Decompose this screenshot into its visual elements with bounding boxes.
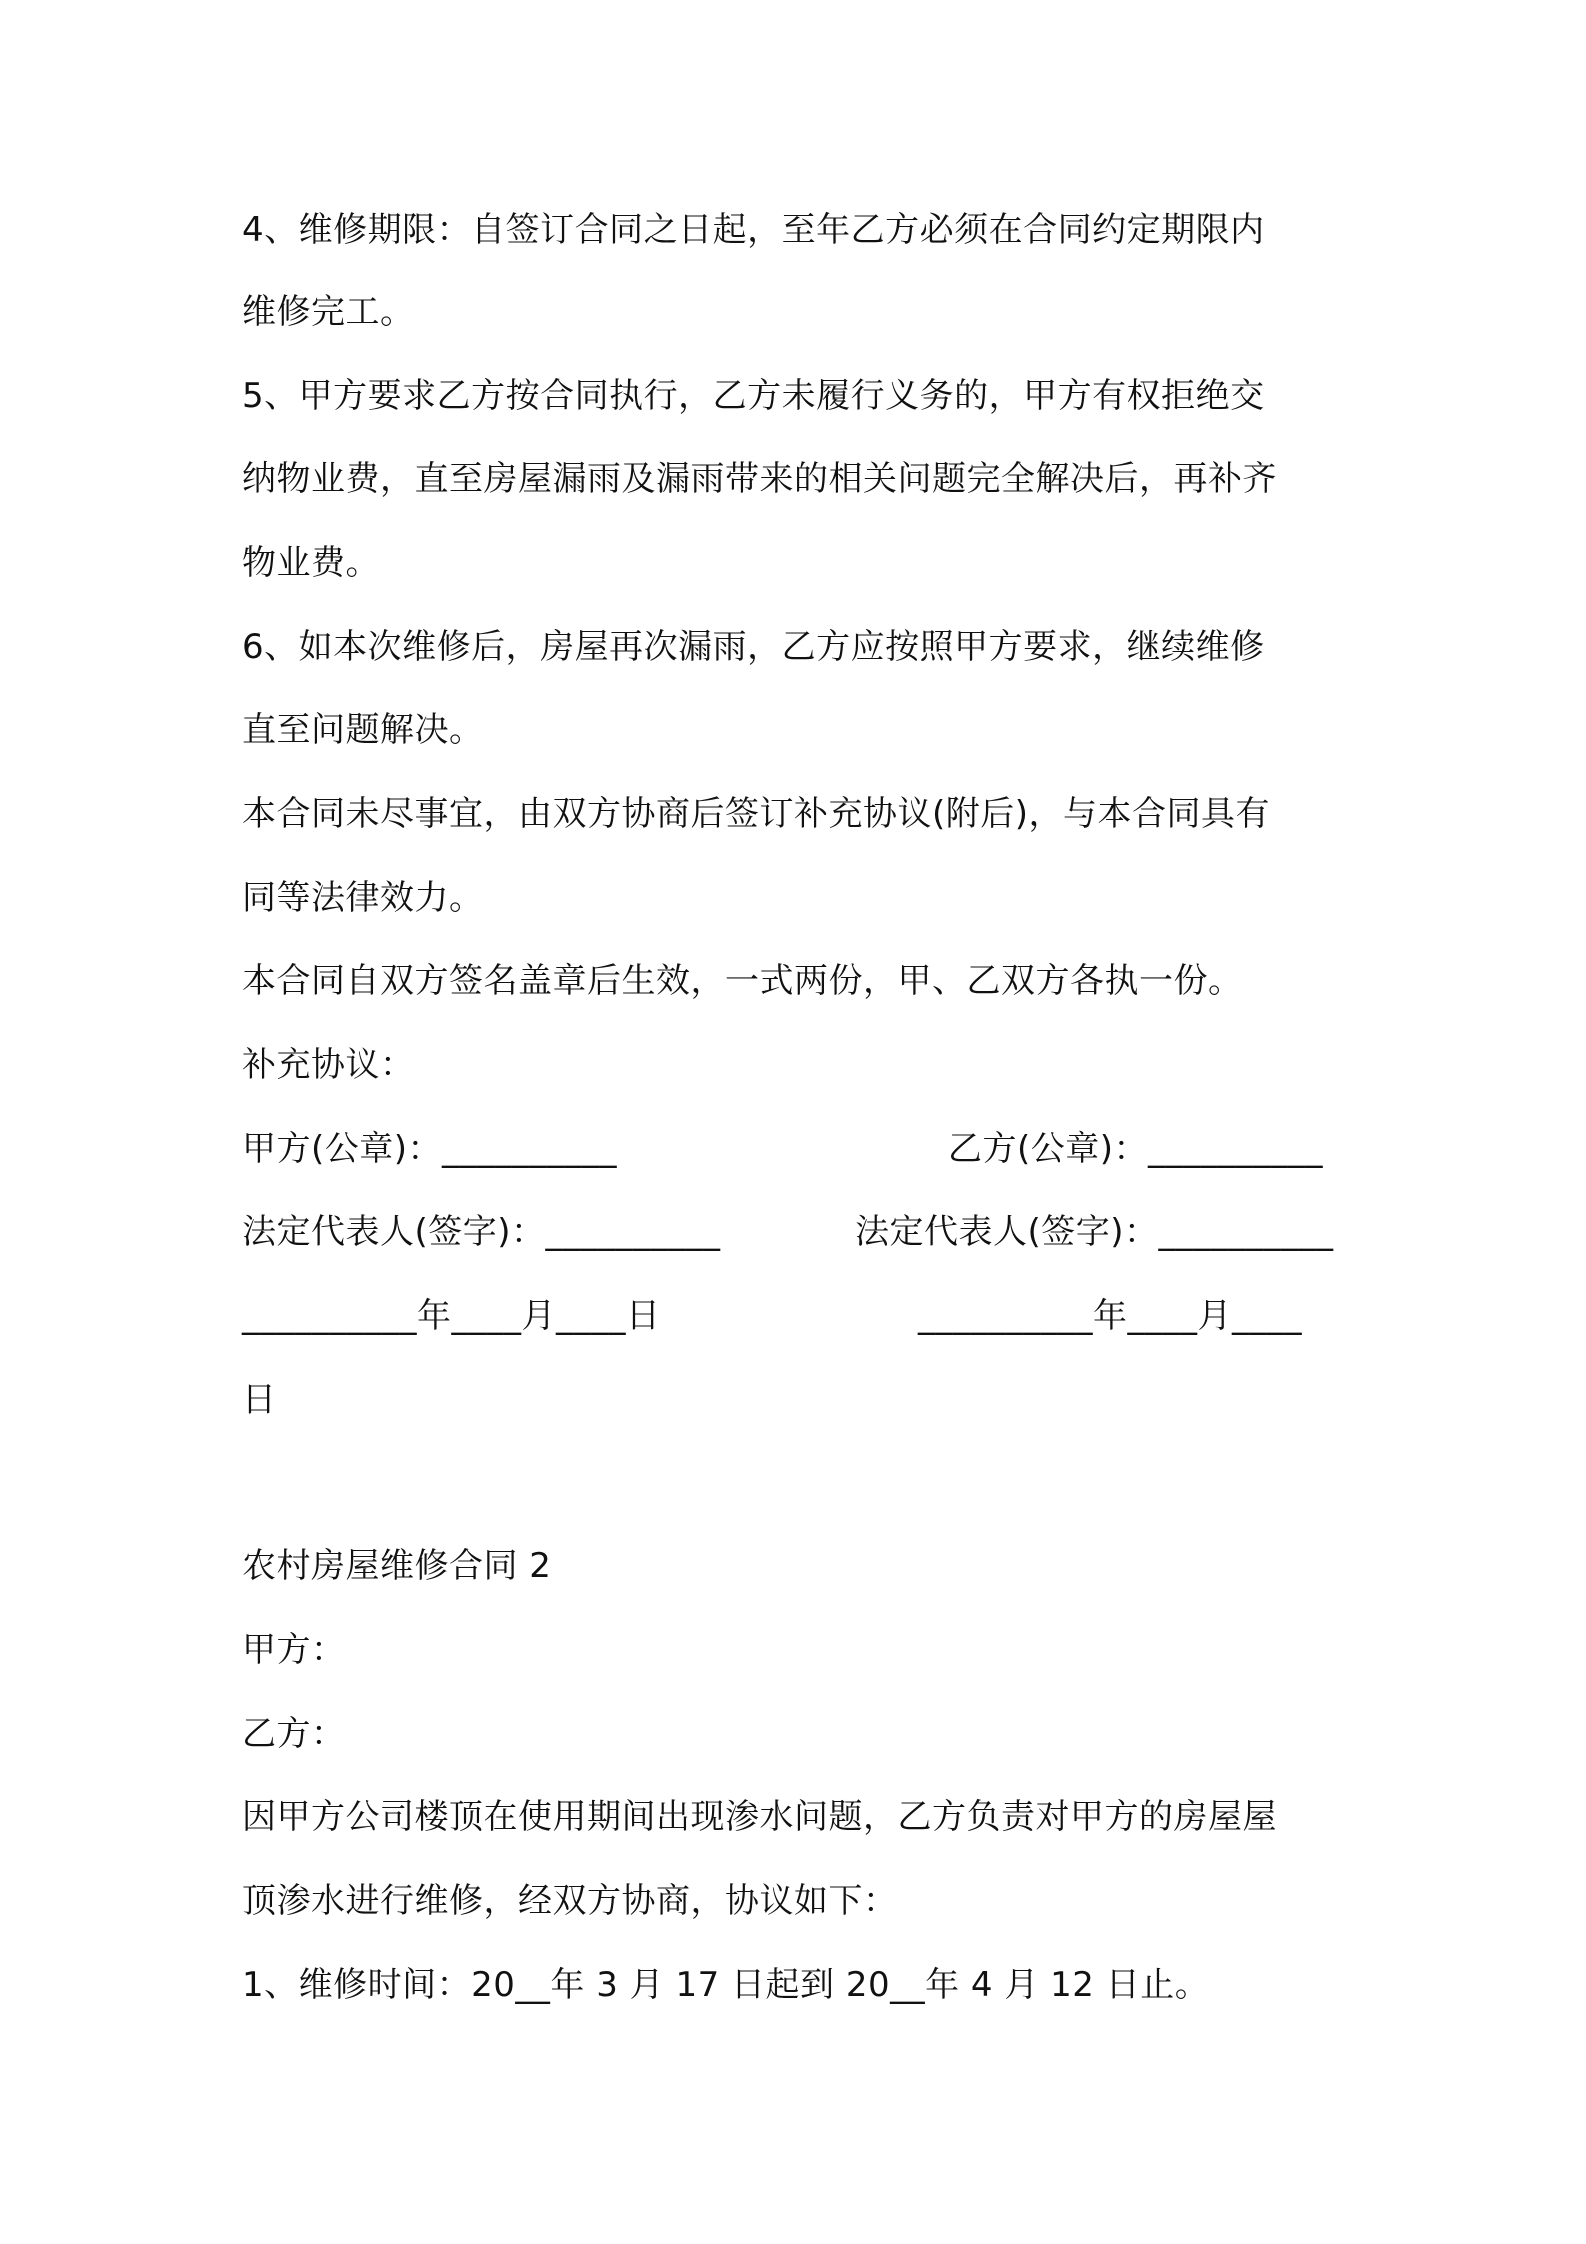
party-b-date: __________年____月____ — [918, 1296, 1302, 1336]
party-a-date: __________年____月____日 — [242, 1296, 661, 1336]
clause-supplementary-line-1: 本合同未尽事宜，由双方协商后签订补充协议(附后)，与本合同具有 — [242, 794, 1271, 834]
clause-supplementary-line-2: 同等法律效力。 — [242, 878, 484, 918]
party-a-representative: 法定代表人(签字)：__________ — [242, 1212, 721, 1252]
item-6-line-2: 直至问题解决。 — [242, 710, 484, 750]
item-4-line-2: 维修完工。 — [242, 292, 415, 332]
item-5-line-3: 物业费。 — [242, 543, 380, 583]
party-a-seal: 甲方(公章)：__________ — [242, 1129, 618, 1169]
party-b-date-tail: 日 — [242, 1380, 277, 1420]
supplement-heading: 补充协议： — [242, 1045, 415, 1085]
item-5-line-1: 5、甲方要求乙方按合同执行，乙方未履行义务的，甲方有权拒绝交 — [242, 376, 1265, 416]
clause-effective: 本合同自双方签名盖章后生效，一式两份，甲、乙双方各执一份。 — [242, 961, 1243, 1001]
party-b-representative: 法定代表人(签字)：__________ — [855, 1212, 1334, 1252]
section-2-intro-line-1: 因甲方公司楼顶在使用期间出现渗水问题，乙方负责对甲方的房屋屋 — [242, 1797, 1277, 1837]
item-6-line-1: 6、如本次维修后，房屋再次漏雨，乙方应按照甲方要求，继续维修 — [242, 627, 1265, 667]
item-4-line-1: 4、维修期限：自签订合同之日起，至年乙方必须在合同约定期限内 — [242, 210, 1265, 250]
section-2-party-a: 甲方： — [242, 1630, 346, 1670]
section-2-intro-line-2: 顶渗水进行维修，经双方协商，协议如下： — [242, 1881, 898, 1921]
section-2-title: 农村房屋维修合同 2 — [242, 1546, 552, 1586]
section-2-item-1: 1、维修时间：20__年 3 月 17 日起到 20__年 4 月 12 日止。 — [242, 1965, 1210, 2005]
section-2-party-b: 乙方： — [242, 1714, 346, 1754]
party-b-seal: 乙方(公章)：__________ — [948, 1129, 1324, 1169]
item-5-line-2: 纳物业费，直至房屋漏雨及漏雨带来的相关问题完全解决后，再补齐 — [242, 459, 1277, 499]
